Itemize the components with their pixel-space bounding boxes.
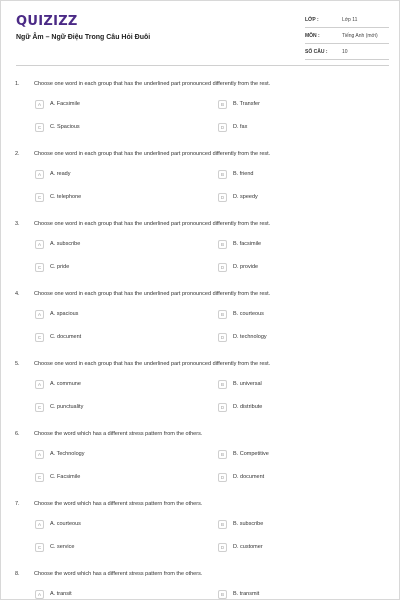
- option-letter-box[interactable]: C: [35, 193, 44, 202]
- question-number: 4.: [15, 291, 20, 297]
- option-letter-box[interactable]: C: [35, 123, 44, 132]
- question-number: 8.: [15, 571, 20, 577]
- option-text: B. subscribe: [233, 521, 264, 527]
- answer-option-d[interactable]: [218, 543, 368, 554]
- option-text: B. facsimile: [233, 241, 262, 247]
- worksheet-info-panel: [305, 14, 389, 62]
- option-text: B. courteous: [233, 311, 264, 317]
- option-letter-box[interactable]: D: [218, 403, 227, 412]
- option-letter-box[interactable]: A: [35, 170, 44, 179]
- option-letter-box[interactable]: A: [35, 450, 44, 459]
- answer-option-d[interactable]: [218, 403, 368, 414]
- answer-option-a[interactable]: [35, 520, 185, 531]
- option-letter-box[interactable]: D: [218, 193, 227, 202]
- question-text: Choose one word in each group that has the underlined part pronounced differently from the rest.: [34, 361, 271, 367]
- option-letter-box[interactable]: D: [218, 543, 227, 552]
- question-text: Choose the word which has a different stress pattern from the others.: [34, 501, 203, 507]
- option-letter-box[interactable]: B: [218, 310, 227, 319]
- answer-option-d[interactable]: [218, 123, 368, 134]
- subject-value: Tiếng Anh (mới): [342, 33, 378, 39]
- answer-option-d[interactable]: [218, 473, 368, 484]
- option-text: B. friend: [233, 171, 254, 177]
- option-letter-box[interactable]: B: [218, 240, 227, 249]
- answer-option-a[interactable]: [35, 170, 185, 181]
- option-letter-box[interactable]: B: [218, 170, 227, 179]
- option-text: A. ready: [50, 171, 71, 177]
- option-text: C. service: [50, 544, 75, 550]
- answer-option-a[interactable]: [35, 450, 185, 461]
- option-text: C. Facsimile: [50, 474, 81, 480]
- question-text: Choose one word in each group that has the underlined part pronounced differently from the rest.: [34, 151, 271, 157]
- answer-option-c[interactable]: [35, 543, 185, 554]
- answer-option-c[interactable]: [35, 473, 185, 484]
- option-text: D. technology: [233, 334, 267, 340]
- answer-option-a[interactable]: [35, 240, 185, 251]
- answer-option-c[interactable]: [35, 193, 185, 204]
- answer-option-c[interactable]: [35, 403, 185, 414]
- answer-option-c[interactable]: [35, 263, 185, 274]
- option-letter-box[interactable]: C: [35, 333, 44, 342]
- question-text: Choose the word which has a different stress pattern from the others.: [34, 431, 203, 437]
- option-text: D. speedy: [233, 194, 258, 200]
- answer-option-d[interactable]: [218, 333, 368, 344]
- option-letter-box[interactable]: B: [218, 380, 227, 389]
- question-count-label: SỐ CÂU :: [305, 49, 328, 55]
- option-text: D. document: [233, 474, 265, 480]
- option-text: D. customer: [233, 544, 263, 550]
- option-letter-box[interactable]: B: [218, 100, 227, 109]
- option-letter-box[interactable]: B: [218, 590, 227, 599]
- answer-option-b[interactable]: [218, 100, 368, 111]
- worksheet-title: Ngữ Âm – Ngữ Điệu Trong Câu Hỏi Đuôi: [16, 34, 151, 41]
- answer-option-a[interactable]: [35, 100, 185, 111]
- option-text: C. pride: [50, 264, 70, 270]
- question-number: 3.: [15, 221, 20, 227]
- option-text: A. courteous: [50, 521, 81, 527]
- option-text: D. distribute: [233, 404, 263, 410]
- option-text: A. subscribe: [50, 241, 81, 247]
- question-number: 5.: [15, 361, 20, 367]
- answer-option-b[interactable]: [218, 380, 368, 391]
- option-letter-box[interactable]: D: [218, 123, 227, 132]
- answer-option-c[interactable]: [35, 333, 185, 344]
- subject-label: MÔN :: [305, 33, 320, 39]
- class-label: LỚP :: [305, 17, 319, 23]
- option-text: B. Transfer: [233, 101, 260, 107]
- option-letter-box[interactable]: C: [35, 473, 44, 482]
- option-letter-box[interactable]: B: [218, 520, 227, 529]
- answer-option-d[interactable]: [218, 263, 368, 274]
- answer-option-d[interactable]: [218, 193, 368, 204]
- option-letter-box[interactable]: C: [35, 403, 44, 412]
- option-letter-box[interactable]: A: [35, 520, 44, 529]
- option-letter-box[interactable]: A: [35, 240, 44, 249]
- class-value: Lớp 11: [342, 17, 358, 23]
- answer-option-b[interactable]: [218, 310, 368, 321]
- option-letter-box[interactable]: C: [35, 263, 44, 272]
- question-text: Choose one word in each group that has the underlined part pronounced differently from the rest.: [34, 81, 271, 87]
- option-letter-box[interactable]: D: [218, 473, 227, 482]
- option-text: A. commune: [50, 381, 81, 387]
- question-count-value: 10: [342, 49, 348, 55]
- option-letter-box[interactable]: A: [35, 100, 44, 109]
- answer-option-b[interactable]: [218, 240, 368, 251]
- question-number: 2.: [15, 151, 20, 157]
- info-row-subject: [305, 30, 389, 44]
- option-text: B. universal: [233, 381, 262, 387]
- option-letter-box[interactable]: D: [218, 263, 227, 272]
- question-number: 6.: [15, 431, 20, 437]
- info-row-class: [305, 14, 389, 28]
- option-text: B. transmit: [233, 591, 260, 597]
- question-text: Choose the word which has a different stress pattern from the others.: [34, 571, 203, 577]
- answer-option-a[interactable]: [35, 310, 185, 321]
- answer-option-b[interactable]: [218, 590, 368, 600]
- answer-option-b[interactable]: [218, 170, 368, 181]
- answer-option-b[interactable]: [218, 520, 368, 531]
- option-text: B. Competitive: [233, 451, 269, 457]
- answer-option-c[interactable]: [35, 123, 185, 134]
- info-row-question-count: [305, 46, 389, 60]
- option-text: D. fax: [233, 124, 248, 130]
- option-text: D. provide: [233, 264, 259, 270]
- option-letter-box[interactable]: D: [218, 333, 227, 342]
- question-text: Choose one word in each group that has the underlined part pronounced differently from the rest.: [34, 291, 271, 297]
- option-text: C. Spacious: [50, 124, 80, 130]
- question-text: Choose one word in each group that has the underlined part pronounced differently from the rest.: [34, 221, 271, 227]
- question-number: 7.: [15, 501, 20, 507]
- option-text: C. punctuality: [50, 404, 84, 410]
- answer-option-a[interactable]: [35, 380, 185, 391]
- quizizz-logo: QUIZIZZ: [16, 14, 78, 29]
- option-text: C. telephone: [50, 194, 82, 200]
- option-letter-box[interactable]: A: [35, 590, 44, 599]
- header-divider: [16, 65, 389, 66]
- option-text: A. Technology: [50, 451, 85, 457]
- option-text: C. document: [50, 334, 82, 340]
- option-letter-box[interactable]: A: [35, 380, 44, 389]
- question-number: 1.: [15, 81, 20, 87]
- option-letter-box[interactable]: B: [218, 450, 227, 459]
- option-letter-box[interactable]: A: [35, 310, 44, 319]
- answer-option-b[interactable]: [218, 450, 368, 461]
- option-text: A. transit: [50, 591, 72, 597]
- option-text: A. Facsimile: [50, 101, 80, 107]
- option-text: A. spacious: [50, 311, 79, 317]
- option-letter-box[interactable]: C: [35, 543, 44, 552]
- answer-option-a[interactable]: [35, 590, 185, 600]
